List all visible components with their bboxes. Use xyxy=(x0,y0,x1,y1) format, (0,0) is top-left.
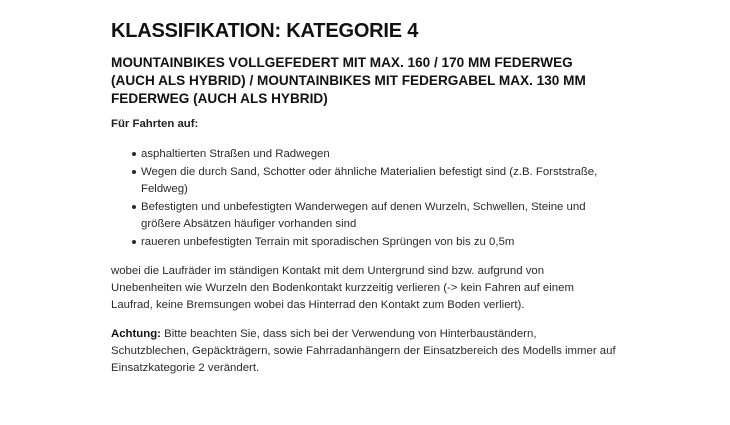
list-item-text: asphaltierten Straßen und Radwegen xyxy=(141,148,330,160)
list-item xyxy=(111,164,616,198)
list-item xyxy=(111,199,616,233)
bullet-icon xyxy=(132,152,136,156)
list-item-text: Befestigten und unbefestigten Wanderwegen auf denen Wurzeln, Schwellen, Steine und größere Absätzen häufiger vorhanden sind xyxy=(141,201,586,230)
list-item xyxy=(111,146,616,163)
bullet-icon xyxy=(132,205,136,209)
category-subtitle: MOUNTAINBIKES VOLLGEFEDERT MIT MAX. 160 / 170 MM FEDERWEG (AUCH ALS HYBRID) / MOUNTAINBIKES MIT FEDERGABEL MAX. 130 MM FEDERWEG (AUCH ALS HYBRID) xyxy=(111,55,586,106)
notice-text: Bitte beachten Sie, dass sich bei der Verwendung von Hinterbauständern, Schutzblechen, Gepäckträgern, sowie Fahrradanhängern der Einsatzbereich des Modells immer auf Einsatzkategorie 2 verändert. xyxy=(111,328,616,374)
list-item xyxy=(111,234,616,251)
bullet-icon xyxy=(132,240,136,244)
notice-paragraph xyxy=(111,326,616,377)
list-item-text: Wegen die durch Sand, Schotter oder ähnliche Materialien befestigt sind (z.B. Forststraße, Feldweg) xyxy=(141,166,598,195)
page-title: KLASSIFIKATION: KATEGORIE 4 xyxy=(111,20,419,42)
bullet-icon xyxy=(132,170,136,174)
contact-paragraph: wobei die Laufräder im ständigen Kontakt mit dem Untergrund sind bzw. aufgrund von Unebenheiten wie Wurzeln den Bodenkontakt kurzzeitig verlieren (-> kein Fahren auf einem Laufrad, keine Bremsungen wobei das Hinterrad den Kontakt zum Boden verliert). xyxy=(111,265,574,311)
notice-label: Achtung: xyxy=(111,328,161,340)
category-description xyxy=(111,18,616,389)
uses-label: Für Fahrten auf: xyxy=(111,118,199,130)
list-item-text: raueren unbefestigten Terrain mit sporadischen Sprüngen von bis zu 0,5m xyxy=(141,236,515,248)
uses-list xyxy=(111,146,616,251)
